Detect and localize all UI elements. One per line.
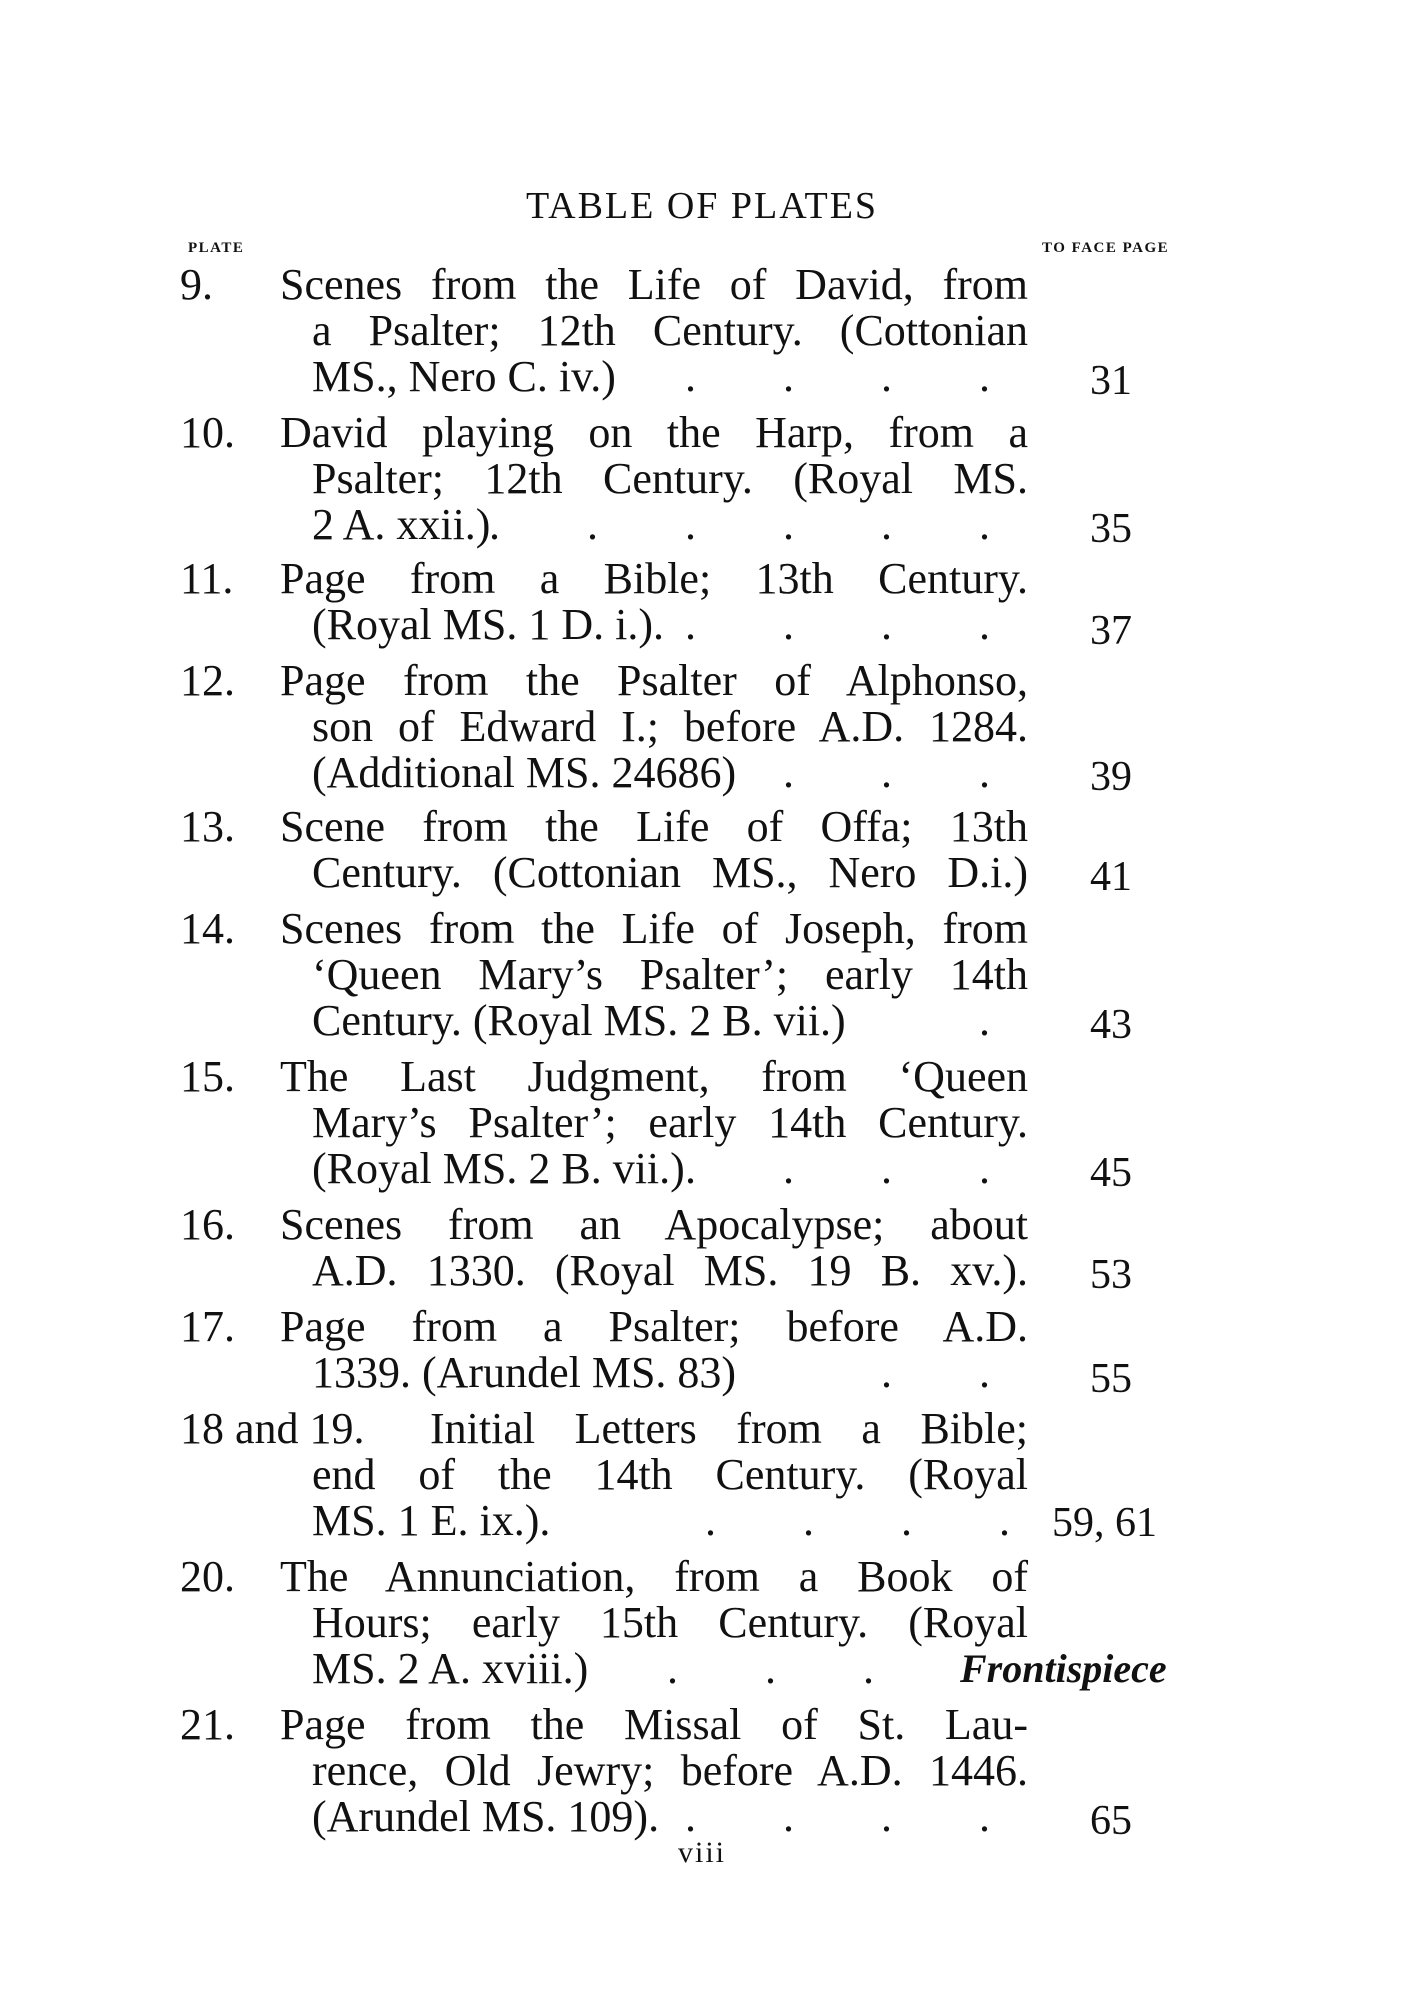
plate-number: 20. (180, 1552, 235, 1601)
page-reference: 39 (1090, 754, 1132, 800)
entry-line: Psalter; 12th Century. (Royal MS. (312, 454, 1028, 503)
dot-leader: . . (881, 1348, 1028, 1397)
entry-line: a Psalter; 12th Century. (Cottonian (312, 306, 1028, 355)
page-reference: 43 (1090, 1002, 1132, 1048)
page-reference: 65 (1090, 1798, 1132, 1844)
plate-number: 17. (180, 1302, 235, 1351)
entry-line: MS. 2 A. xviii.) (312, 1644, 589, 1693)
entry-line: Mary’s Psalter’; early 14th Century. (312, 1098, 1028, 1147)
entry-line-last (312, 602, 1028, 648)
entry-line: Page from the Missal of St. Lau- (280, 1700, 1028, 1749)
entry-line-last (312, 1496, 1048, 1545)
plate-number: 14. (180, 904, 235, 953)
entry-line-last (312, 1146, 1028, 1192)
entry-line: Scene from the Life of Offa; 13th (280, 802, 1028, 851)
entry-line: A.D. 1330. (Royal MS. 19 B. xv.). (312, 1246, 1028, 1295)
plate-number: 11. (180, 554, 234, 603)
page-number-footer: viii (677, 1836, 726, 1869)
page-reference: 45 (1090, 1150, 1132, 1196)
entry-line-last (312, 750, 1028, 796)
entry-line: (Royal MS. 2 B. vii.) (312, 1144, 685, 1193)
entry-line: Hours; early 15th Century. (Royal (312, 1598, 1028, 1647)
entry-line: Initial Letters from a Bible; (430, 1404, 1028, 1453)
entry-line: Page from the Psalter of Alphonso, (280, 656, 1028, 705)
frontispiece-reference: Frontispiece (960, 1646, 1167, 1691)
plate-number: 15. (180, 1052, 235, 1101)
page-column-header: TO FACE PAGE (1042, 240, 1170, 256)
page-reference: 59, 61 (1052, 1500, 1157, 1546)
plate-column-header: PLATE (188, 240, 245, 256)
entry-line: (Arundel MS. 109). (312, 1792, 660, 1841)
dot-leader: . . . . (685, 352, 1028, 401)
entry-line: son of Edward I.; before A.D. 1284. (312, 702, 1028, 751)
plate-number: 21. (180, 1700, 235, 1749)
page-reference: 55 (1090, 1356, 1132, 1402)
dot-leader: . . . . (685, 600, 1028, 649)
page-reference: 35 (1090, 506, 1132, 552)
dot-leader: . . . . . . (489, 500, 1028, 549)
dot-leader: . . . (783, 748, 1028, 797)
plate-number: 18 and 19. (180, 1404, 365, 1453)
page-title: TABLE OF PLATES (525, 185, 879, 227)
entry-line-last (312, 502, 1028, 548)
entry-line: 1339. (Arundel MS. 83) (312, 1348, 737, 1397)
entry-line: (Additional MS. 24686) (312, 748, 737, 797)
entry-line: MS. 1 E. ix.). (312, 1496, 551, 1545)
entry-line: ‘Queen Mary’s Psalter’; early 14th (312, 950, 1028, 999)
entry-line: 2 A. xxii.) (312, 500, 491, 549)
entry-line-last (312, 1794, 1028, 1840)
page-reference: 53 (1090, 1252, 1132, 1298)
dot-leader: . . . . (705, 1496, 1048, 1545)
entry-line-last (312, 354, 1028, 400)
entry-line: rence, Old Jewry; before A.D. 1446. (312, 1746, 1028, 1795)
plate-number: 13. (180, 802, 235, 851)
plate-number: 9. (180, 260, 213, 309)
page-reference: 37 (1090, 608, 1132, 654)
entry-line: The Annunciation, from a Book of (280, 1552, 1028, 1601)
entry-line: Scenes from the Life of Joseph, from (280, 904, 1028, 953)
entry-line: Page from a Psalter; before A.D. (280, 1302, 1028, 1351)
dot-leader: . . . . (685, 1792, 1028, 1841)
entry-line: Century. (Cottonian MS., Nero D.i.) (312, 848, 1028, 897)
plate-number: 10. (180, 408, 235, 457)
plate-number: 16. (180, 1200, 235, 1249)
entry-line: Century. (Royal MS. 2 B. vii.) (312, 996, 846, 1045)
entry-line-last (312, 1350, 1028, 1396)
entry-line: Scenes from an Apocalypse; about (280, 1200, 1028, 1249)
page-reference: 31 (1090, 358, 1132, 404)
entry-line: The Last Judgment, from ‘Queen (280, 1052, 1028, 1101)
entry-line-last (312, 998, 1028, 1044)
entry-line-last (312, 1646, 912, 1692)
entry-line: MS., Nero C. iv.) (312, 352, 616, 401)
plate-number: 12. (180, 656, 235, 705)
entry-line: end of the 14th Century. (Royal (312, 1450, 1028, 1499)
dot-leader: . . . (667, 1644, 912, 1693)
page-reference: 41 (1090, 854, 1132, 900)
dot-leader: . . . . (685, 1144, 1028, 1193)
entry-line: (Royal MS. 1 D. i.). (312, 600, 664, 649)
entry-line: Page from a Bible; 13th Century. (280, 554, 1028, 603)
entry-line: Scenes from the Life of David, from (280, 260, 1028, 309)
entry-line: David playing on the Harp, from a (280, 408, 1028, 457)
dot-leader: . (979, 996, 1028, 1045)
